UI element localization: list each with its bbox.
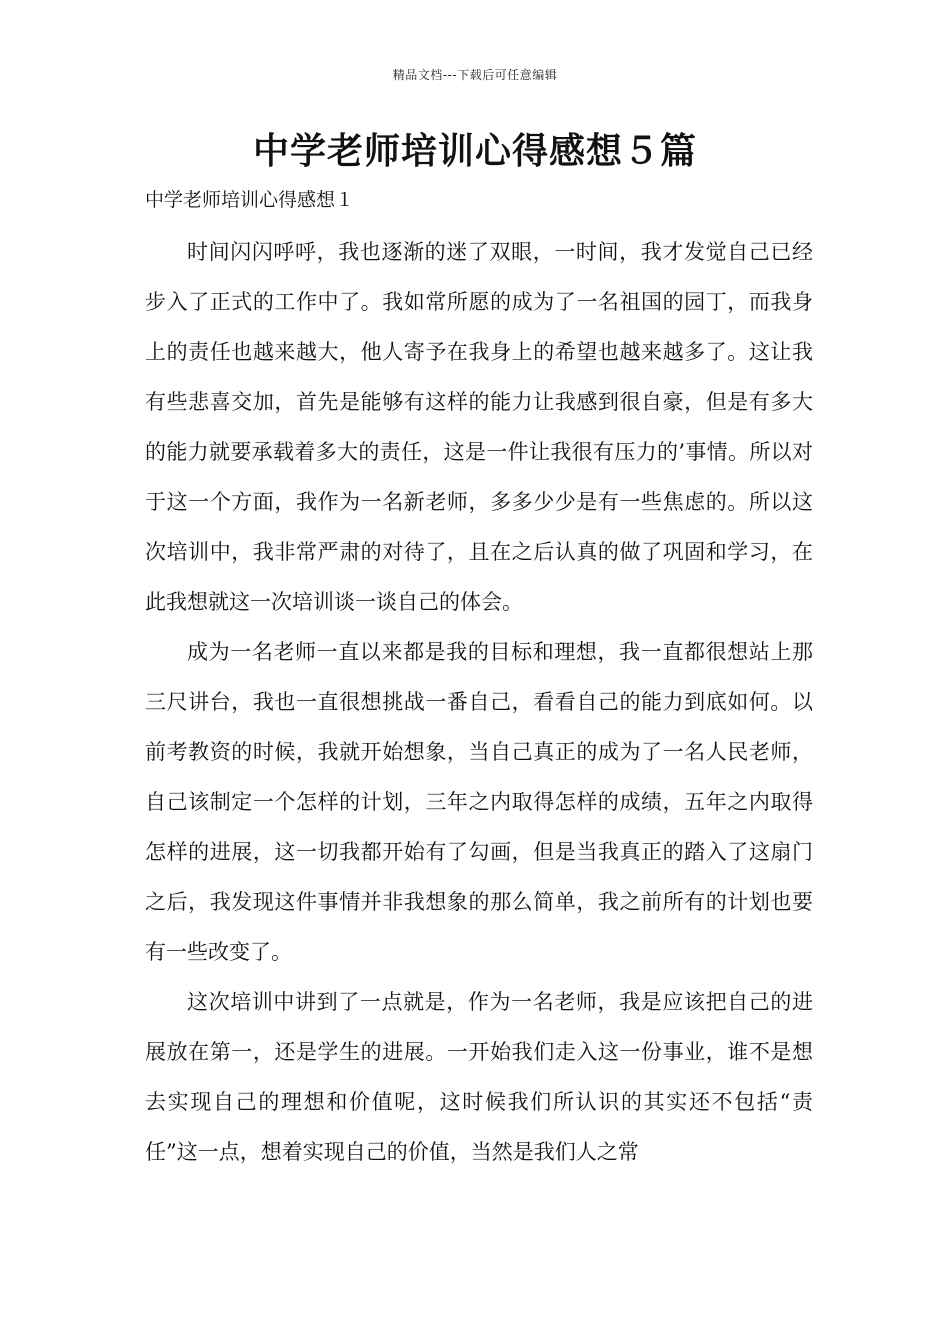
header-note: 精品文档---下载后可任意编辑 (392, 68, 558, 82)
paragraph-2: 成为一名老师一直以来都是我的目标和理想，我一直都很想站上那三尺讲台，我也一直很想挑战一番自己，看看自己的能力到底如何。以前考教资的时候，我就开始想象，当自己真正的成为了一名人民老师，自己该制定一个怎样的计划，三年之内取得怎样的成绩，五年之内取得怎样的进展，这一切我都开始有了勾画，但是当我真正的踏入了这扇门之后，我发现这件事情并非我想象的那么简单，我之前所有的计划也要有一些改变了。 (145, 640, 813, 964)
paragraph-3: 这次培训中讲到了一点就是，作为一名老师，我是应该把自己的进展放在第一，还是学生的进展。一开始我们走入这一份事业，谁不是想去实现自己的理想和价值呢，这时候我们所认识的其实还不包括“责任”这一点，想着实现自己的价值，当然是我们人之常 (145, 990, 813, 1164)
section-subtitle: 中学老师培训心得感想１ (145, 189, 355, 211)
paragraph-1: 时间闪闪呼呼，我也逐渐的迷了双眼，一时间，我才发觉自己已经步入了正式的工作中了。我如常所愿的成为了一名祖国的园丁，而我身上的责任也越来越大，他人寄予在我身上的希望也越来越多了。这让我有些悲喜交加，首先是能够有这样的能力让我感到很自豪，但是有多大的能力就要承载着多大的责任，这是一件让我很有压力的’事情。所以对于这一个方面，我作为一名新老师，多多少少是有一些焦虑的。所以这次培训中，我非常严肃的对待了，且在之后认真的做了巩固和学习，在此我想就这一次培训谈一谈自己的体会。 (145, 240, 813, 614)
document-title: 中学老师培训心得感想５篇 (252, 131, 697, 172)
body-text (145, 227, 813, 1177)
